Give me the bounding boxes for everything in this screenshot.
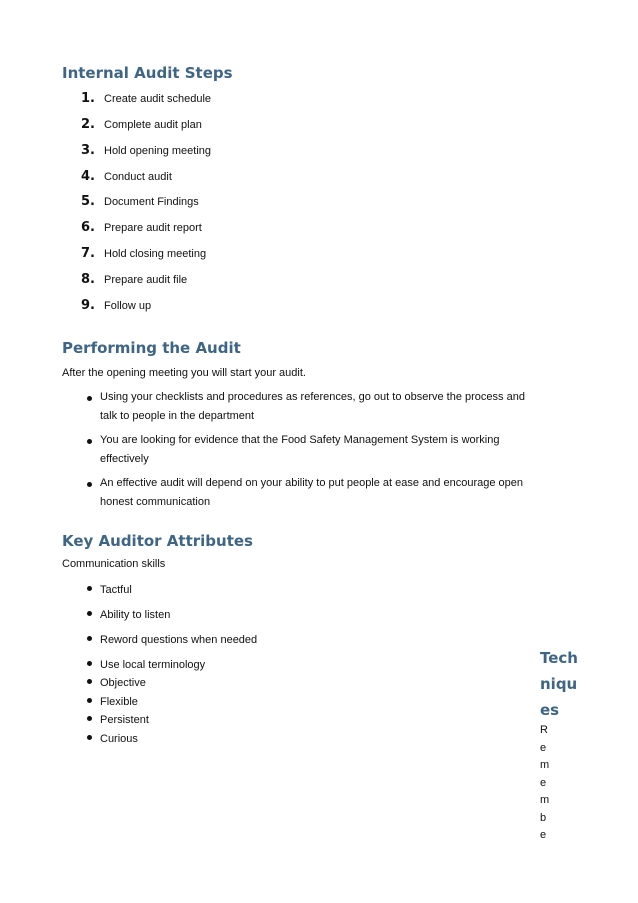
- side-column-text: Remembe: [540, 724, 550, 841]
- bullet-icon: [87, 586, 92, 591]
- step-label: Prepare audit report: [104, 222, 202, 234]
- bullet-text: An effective audit will depend on your ability to put people at ease and encourage open honest communication: [100, 477, 523, 508]
- step-number: 3.: [81, 143, 95, 158]
- side-column-title: Techniques: [540, 649, 578, 719]
- step-number: 6.: [81, 220, 95, 235]
- bullet-icon: [87, 698, 92, 703]
- step-number: 1.: [81, 91, 95, 106]
- section-intro: After the opening meeting you will start your audit.: [62, 367, 306, 379]
- bullet-text: Objective: [100, 677, 146, 689]
- step-label: Conduct audit: [104, 171, 172, 183]
- step-label: Complete audit plan: [104, 119, 202, 131]
- bullet-text: Persistent: [100, 714, 149, 726]
- step-label: Hold closing meeting: [104, 248, 207, 260]
- bullet-icon: [87, 636, 92, 641]
- bullet-text: Flexible: [100, 696, 138, 708]
- section-title-internal-audit-steps: Internal Audit Steps: [62, 64, 233, 82]
- bullet-text: Curious: [100, 733, 138, 745]
- bullet-icon: [87, 611, 92, 616]
- step-label: Create audit schedule: [104, 93, 212, 105]
- bullet-text: Tactful: [100, 584, 132, 596]
- step-number: 9.: [81, 298, 95, 313]
- bullet-icon: [87, 716, 92, 721]
- section-intro: Communication skills: [62, 558, 166, 570]
- bullet-icon: [87, 482, 92, 487]
- step-label: Prepare audit file: [104, 274, 188, 286]
- step-number: 8.: [81, 272, 95, 287]
- bullet-text: Reword questions when needed: [100, 634, 258, 646]
- bullet-icon: [87, 439, 92, 444]
- bullet-icon: [87, 735, 92, 740]
- bullet-text: You are looking for evidence that the Food Safety Management System is working effectively: [100, 434, 500, 465]
- bullet-icon: [87, 396, 92, 401]
- step-label: Follow up: [104, 300, 152, 312]
- step-number: 7.: [81, 246, 95, 261]
- step-number: 5.: [81, 194, 95, 209]
- section-title-performing-the-audit: Performing the Audit: [62, 339, 241, 357]
- step-number: 4.: [81, 169, 95, 184]
- bullet-text: Ability to listen: [100, 609, 171, 621]
- step-number: 2.: [81, 117, 95, 132]
- bullet-text: Using your checklists and procedures as references, go out to observe the process and talk to people in the department: [100, 391, 525, 422]
- bullet-icon: [87, 661, 92, 666]
- bullet-icon: [87, 679, 92, 684]
- section-title-key-auditor-attributes: Key Auditor Attributes: [62, 532, 253, 550]
- step-label: Hold opening meeting: [104, 145, 212, 157]
- step-label: Document Findings: [104, 196, 199, 208]
- bullet-text: Use local terminology: [100, 659, 206, 671]
